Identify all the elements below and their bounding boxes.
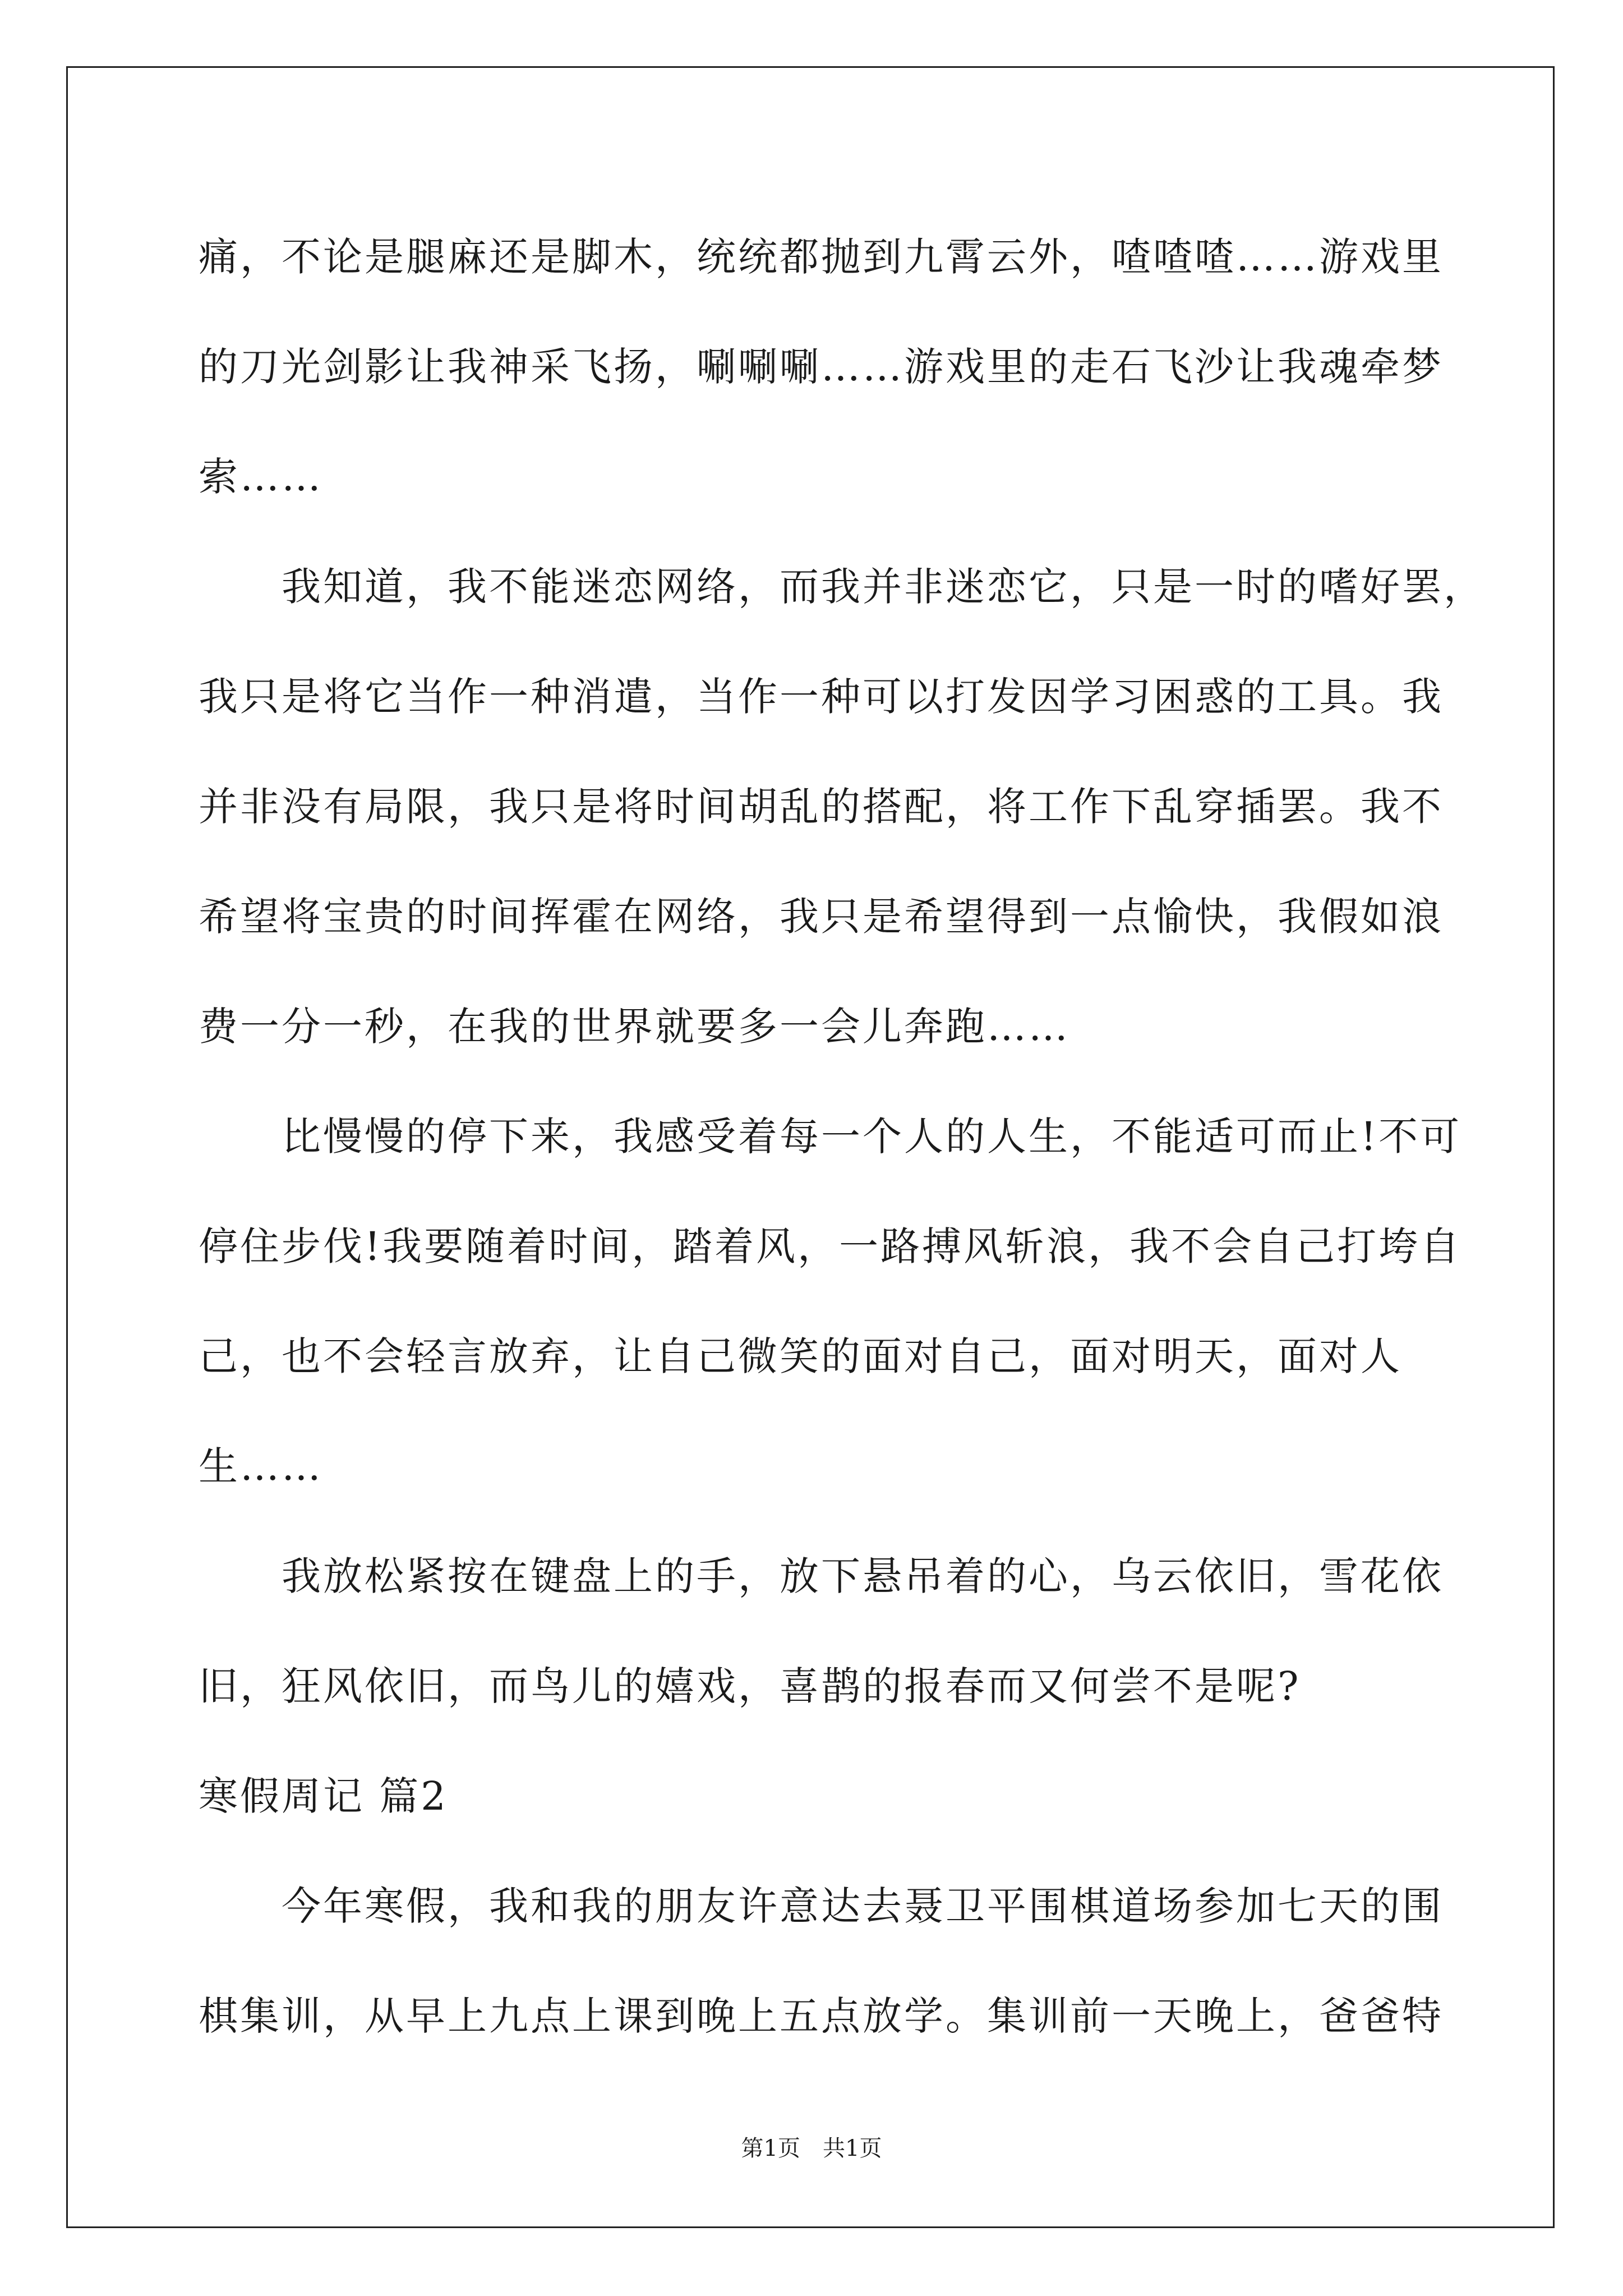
page-total: 共1页 <box>823 2136 882 2161</box>
text-line: 停住步伐!我要随着时间，踏着风，一路搏风斩浪，我不会自己打垮自 <box>199 1223 1462 1269</box>
text-line: 生…… <box>199 1443 323 1489</box>
text-line: 己，也不会轻言放弃，让自己微笑的面对自己，面对明天，面对人 <box>199 1333 1402 1379</box>
text-line: 希望将宝贵的时间挥霍在网络，我只是希望得到一点愉快，我假如浪 <box>199 894 1444 940</box>
page-footer <box>0 2132 1623 2165</box>
text-line: 并非没有局限，我只是将时间胡乱的搭配，将工作下乱穿插罢。我不 <box>199 784 1444 830</box>
document-body <box>199 202 1485 2071</box>
text-line: 我只是将它当作一种消遣，当作一种可以打发因学习困惑的工具。我 <box>199 674 1444 720</box>
paragraph-start-line: 我知道，我不能迷恋网络，而我并非迷恋它，只是一时的嗜好罢， <box>282 564 1485 610</box>
paragraph-start-line: 比慢慢的停下来，我感受着每一个人的人生，不能适可而止!不可 <box>282 1114 1462 1159</box>
text-line: 费一分一秒，在我的世界就要多一会儿奔跑…… <box>199 1004 1070 1050</box>
text-line: 痛，不论是腿麻还是脚木，统统都抛到九霄云外，喳喳喳……游戏里 <box>199 234 1444 280</box>
section-heading: 寒假周记 篇2 <box>199 1773 448 1819</box>
text-line: 旧，狂风依旧，而鸟儿的嬉戏，喜鹊的报春而又何尝不是呢? <box>199 1663 1301 1709</box>
paragraph-start-line: 今年寒假，我和我的朋友许意达去聂卫平围棋道场参加七天的围 <box>282 1883 1444 1929</box>
text-line: 的刀光剑影让我神采飞扬，唰唰唰……游戏里的走石飞沙让我魂牵梦 <box>199 344 1444 390</box>
text-line: 棋集训，从早上九点上课到晚上五点放学。集训前一天晚上，爸爸特 <box>199 1993 1444 2039</box>
page-number: 第1页 <box>741 2136 800 2161</box>
paragraph-start-line: 我放松紧按在键盘上的手，放下悬吊着的心，乌云依旧，雪花依 <box>282 1553 1444 1599</box>
text-line: 索…… <box>199 454 323 500</box>
